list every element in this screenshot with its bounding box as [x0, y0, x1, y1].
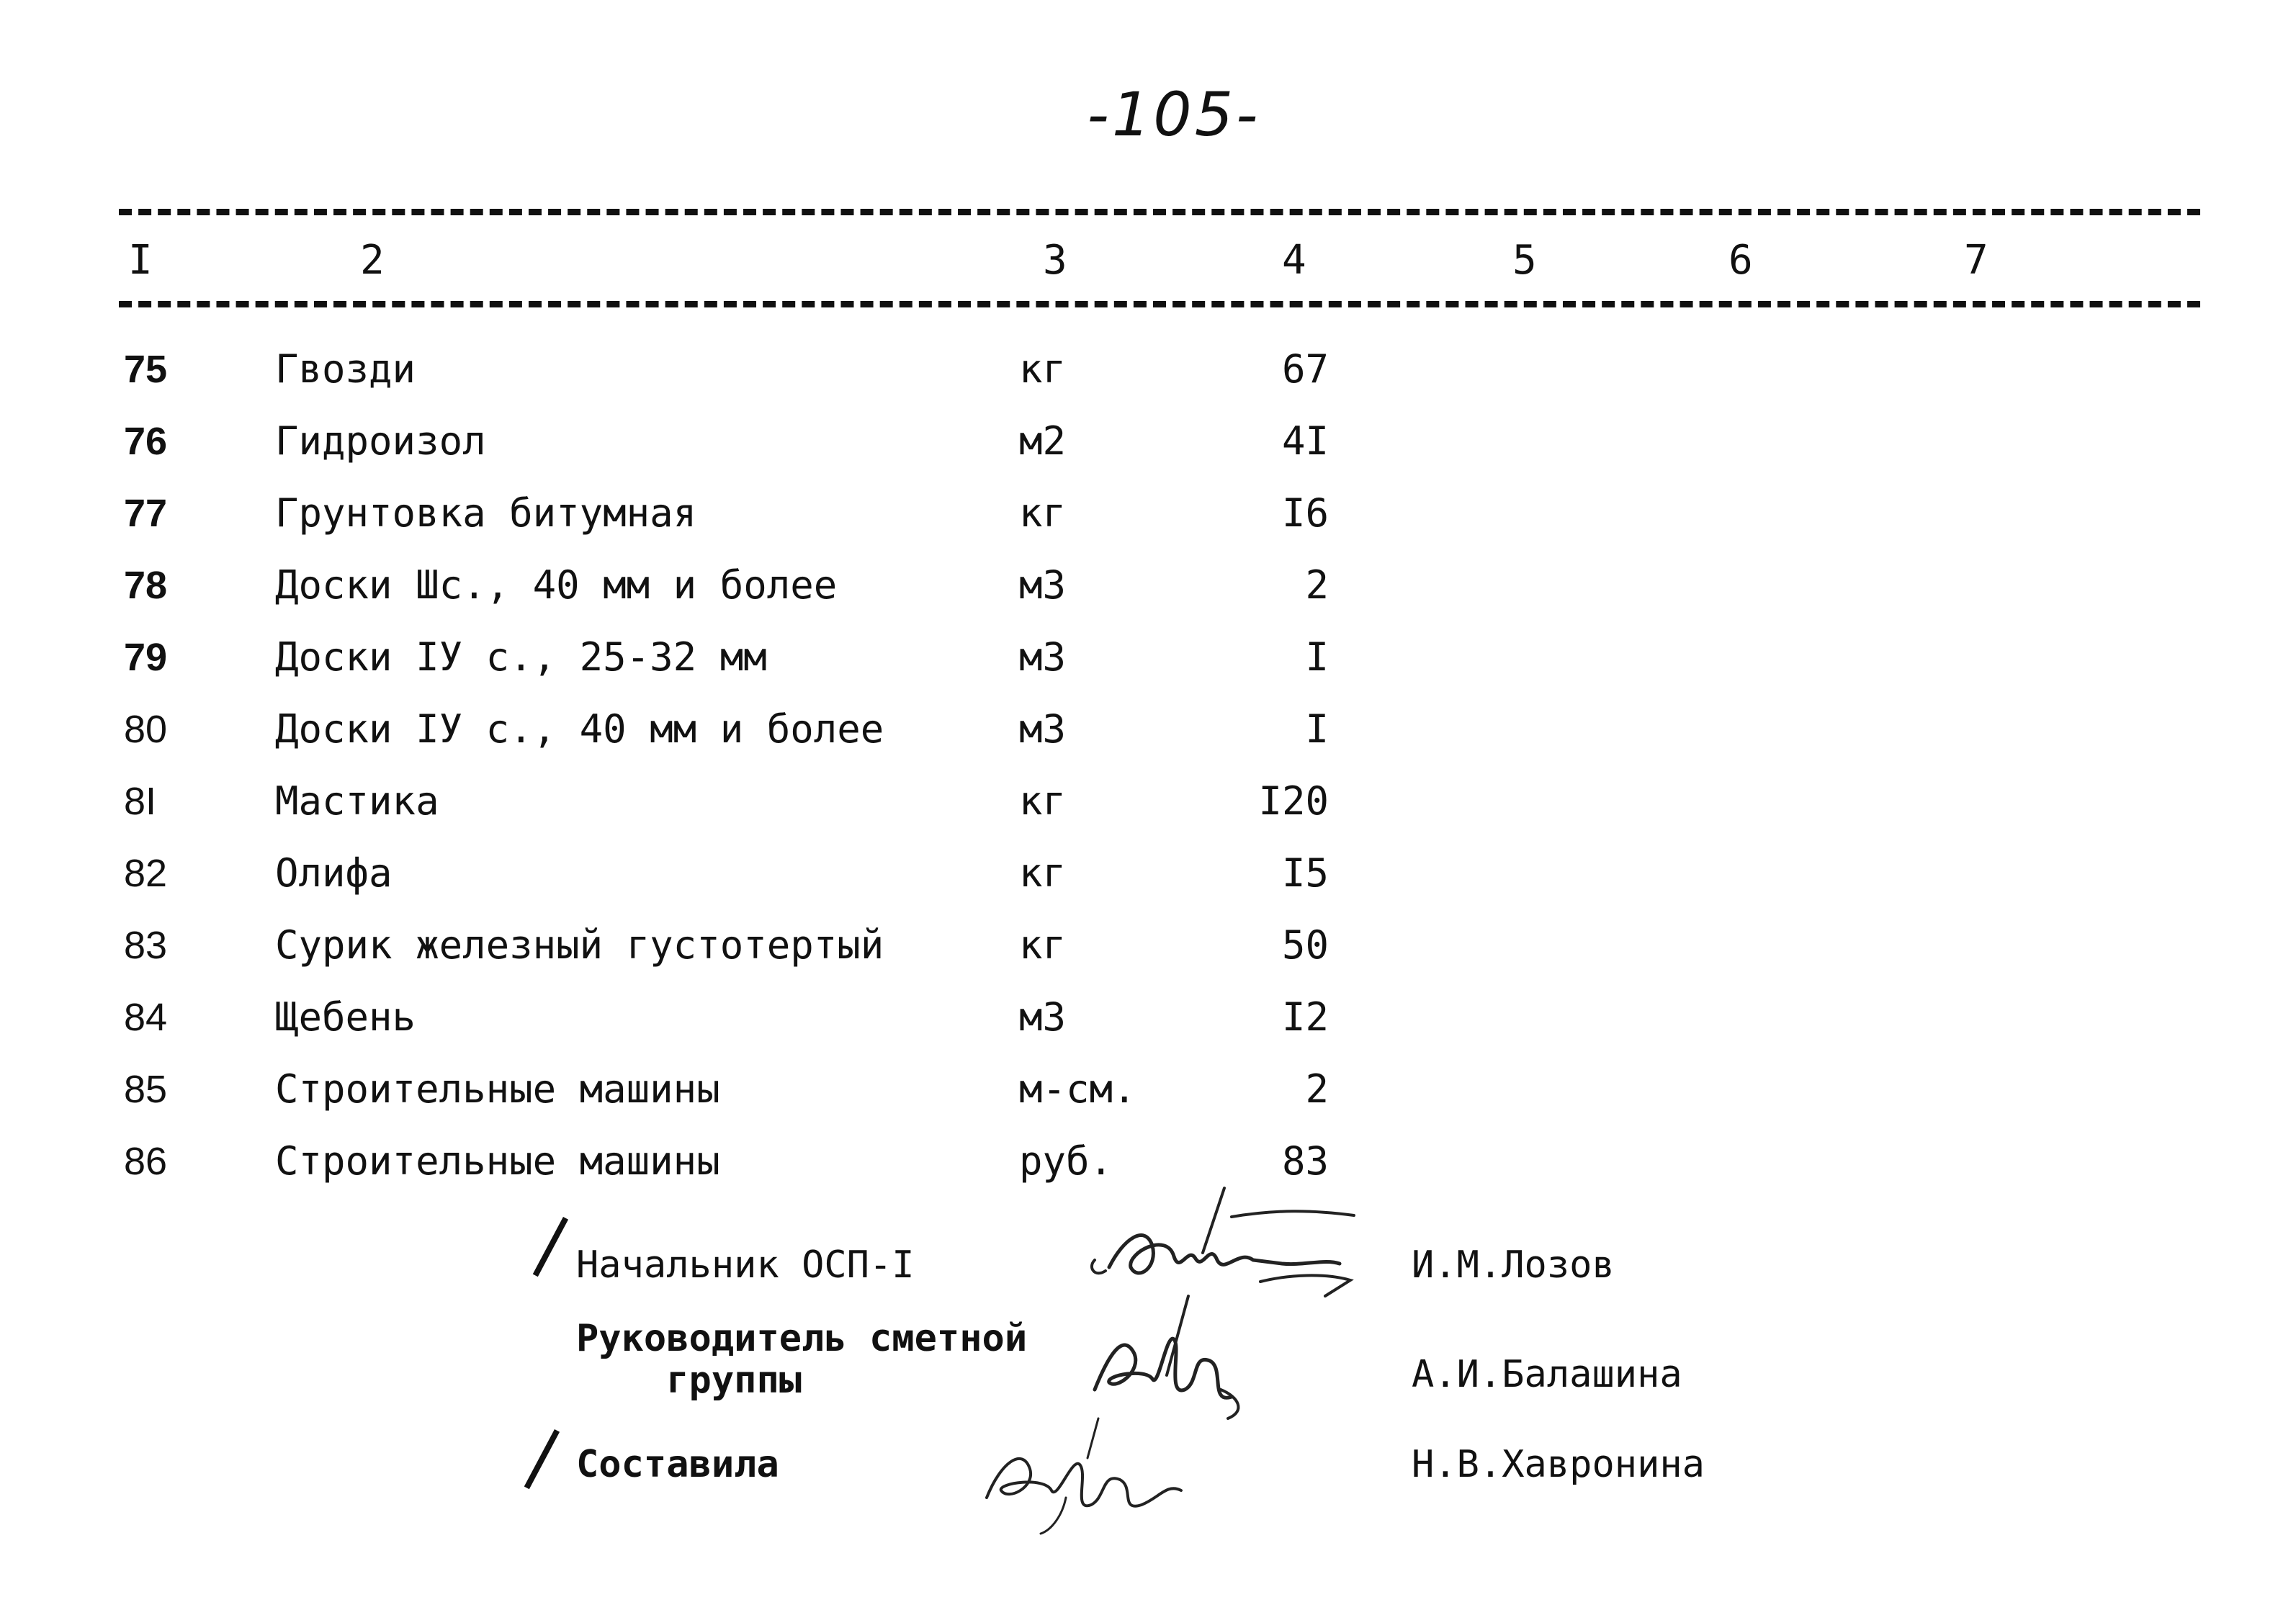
table-row [0, 632, 2296, 683]
table-row [0, 848, 2296, 899]
row-unit: м-см. [1019, 1066, 1136, 1112]
table-row [0, 1064, 2296, 1115]
row-quantity: 83 [1281, 1138, 1329, 1184]
row-number: 78 [124, 564, 168, 607]
row-quantity: I5 [1281, 850, 1329, 896]
row-quantity: I2 [1281, 994, 1329, 1040]
table-row [0, 992, 2296, 1043]
row-quantity: I [1305, 706, 1329, 752]
row-material: Доски IУ с., 25-32 мм [275, 634, 767, 680]
signature-name: А.И.Балашина [1412, 1353, 1682, 1396]
row-unit: кг [1019, 346, 1067, 392]
header-rule-bottom [119, 301, 2200, 307]
row-number: 79 [124, 636, 168, 679]
row-unit: кг [1019, 850, 1067, 896]
handwritten-signature [965, 1404, 1210, 1541]
row-material: Щебень [275, 994, 416, 1040]
table-row [0, 704, 2296, 755]
page-number: -105- [1087, 79, 1261, 150]
table-row [0, 488, 2296, 539]
row-material: Строительные машины [275, 1138, 720, 1184]
row-quantity: I6 [1281, 490, 1329, 536]
row-material: Строительные машины [275, 1066, 720, 1112]
signature-title: Составила [576, 1443, 779, 1486]
row-material: Гвозди [275, 346, 416, 392]
row-material: Доски Шс., 40 мм и более [275, 562, 838, 608]
row-number: 80 [124, 708, 168, 751]
column-header-6: 6 [1728, 237, 1753, 284]
row-material: Сурик железный густотертый [275, 922, 884, 968]
row-unit: руб. [1019, 1138, 1113, 1184]
row-material: Олифа [275, 850, 393, 896]
row-quantity: 2 [1305, 562, 1329, 608]
row-number: 83 [124, 924, 168, 967]
column-header-2: 2 [360, 237, 385, 284]
row-unit: м3 [1019, 634, 1067, 680]
row-number: 77 [124, 492, 168, 535]
signature-name: И.М.Лозов [1412, 1243, 1615, 1287]
row-number: 86 [124, 1140, 168, 1183]
row-material: Гидроизол [275, 418, 486, 464]
table-row [0, 416, 2296, 467]
column-header-5: 5 [1512, 237, 1537, 284]
row-number: 75 [124, 348, 168, 391]
column-header-3: 3 [1043, 237, 1067, 284]
row-unit: кг [1019, 490, 1067, 536]
signature-name: Н.В.Хавронина [1412, 1443, 1705, 1486]
column-header-4: 4 [1282, 237, 1306, 284]
table-row [0, 776, 2296, 827]
table-row [0, 920, 2296, 971]
column-header-7: 7 [1964, 237, 1988, 284]
row-quantity: I [1305, 634, 1329, 680]
table-row [0, 344, 2296, 395]
row-number: 82 [124, 852, 168, 895]
table-row [0, 560, 2296, 611]
signature-title: Начальник ОСП-I [576, 1243, 915, 1287]
row-material: Доски IУ с., 40 мм и более [275, 706, 884, 752]
row-quantity: I20 [1258, 778, 1329, 824]
row-unit: м3 [1019, 706, 1067, 752]
column-header-1: I [128, 237, 153, 284]
signature-title: Руководитель сметной группы [576, 1317, 1028, 1402]
slash-mark [533, 1217, 568, 1277]
row-unit: м3 [1019, 994, 1067, 1040]
row-number: 76 [124, 420, 168, 463]
row-quantity: 2 [1305, 1066, 1329, 1112]
row-quantity: 67 [1281, 346, 1329, 392]
row-unit: м3 [1019, 562, 1067, 608]
row-material: Грунтовка битумная [275, 490, 697, 536]
row-number: 84 [124, 996, 168, 1039]
row-number: 8I [124, 780, 157, 823]
row-material: Мастика [275, 778, 439, 824]
row-quantity: 50 [1281, 922, 1329, 968]
row-unit: м2 [1019, 418, 1067, 464]
header-rule-top [119, 209, 2200, 215]
row-unit: кг [1019, 778, 1067, 824]
slash-mark [524, 1429, 560, 1489]
row-number: 85 [124, 1068, 168, 1111]
row-quantity: 4I [1281, 418, 1329, 464]
row-unit: кг [1019, 922, 1067, 968]
